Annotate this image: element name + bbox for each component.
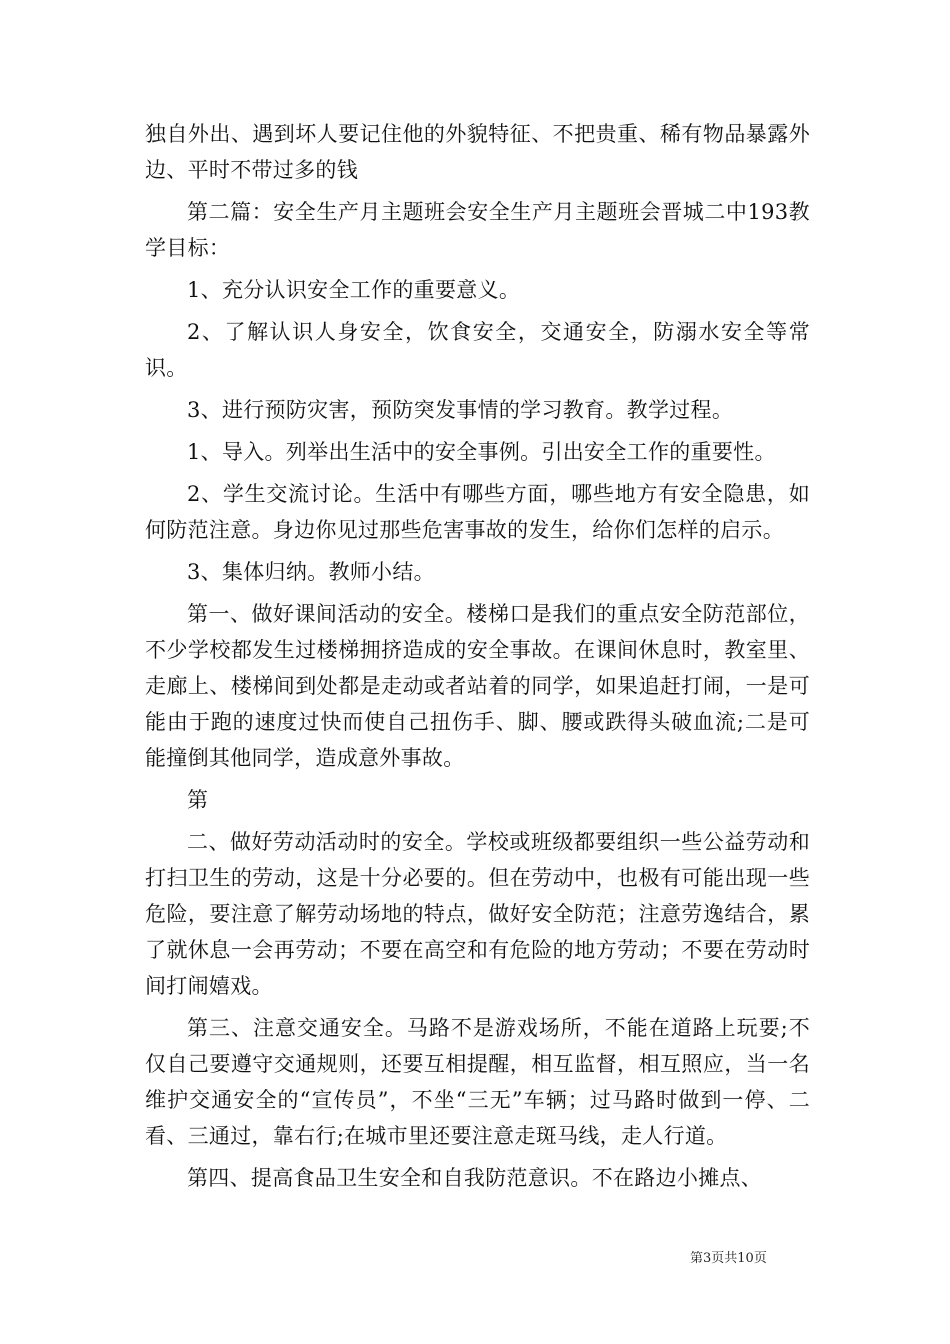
- paragraph-goal-1: 1、充分认识安全工作的重要意义。: [187, 278, 521, 302]
- paragraph-second: 二、做好劳动活动时的安全。学校或班级都要组织一些公益劳动和打扫卫生的劳动，这是十分必要的。但在劳动中，也极有可能出现一些危险，要注意了解劳动场地的特点，做好安全防范；注意劳逸结合，累了就休息一会再劳动；不要在高空和有危险的地方劳动；不要在劳动时间打闹嬉戏。: [145, 830, 810, 998]
- paragraph-fourth: 第四、提高食品卫生安全和自我防范意识。不在路边小摊点、: [187, 1166, 763, 1190]
- paragraph-process-2: 2、学生交流讨论。生活中有哪些方面，哪些地方有安全隐患，如何防范注意。身边你见过那些危害事故的发生，给你们怎样的启示。: [145, 482, 810, 542]
- paragraph-goal-2: 2、了解认识人身安全，饮食安全，交通安全，防溺水安全等常识。: [145, 320, 810, 380]
- paragraph-first: 第一、做好课间活动的安全。楼梯口是我们的重点安全防范部位，不少学校都发生过楼梯拥挤造成的安全事故。在课间休息时，教室里、走廊上、楼梯间到处都是走动或者站着的同学，如果追赶打闹，一是可能由于跑的速度过快而使自己扭伤手、脚、腰或跌得头破血流;二是可能撞倒其他同学，造成意外事故。: [145, 602, 810, 770]
- paragraph-third: 第三、注意交通安全。马路不是游戏场所，不能在道路上玩要;不仅自己要遵守交通规则，还要互相提醒，相互监督，相互照应，当一名维护交通安全的“宣传员”，不坐“三无”车辆；过马路时做到一停、二看、三通过，靠右行;在城市里还要注意走斑马线，走人行道。: [145, 1016, 810, 1148]
- paragraph-process-3: 3、集体归纳。教师小结。: [187, 560, 435, 584]
- paragraph-section-heading: 第二篇：安全生产月主题班会安全生产月主题班会晋城二中193教学目标：: [145, 200, 810, 260]
- paragraph-fragment: 第: [187, 788, 209, 812]
- paragraph-process-1: 1、导入。列举出生活中的安全事例。引出安全工作的重要性。: [187, 440, 776, 464]
- page-number-footer: 第3页共10页: [690, 1251, 767, 1266]
- paragraph-continuation: 独自外出、遇到坏人要记住他的外貌特征、不把贵重、稀有物品暴露外边、平时不带过多的钱: [145, 122, 810, 182]
- paragraph-goal-3: 3、进行预防灾害，预防突发事情的学习教育。教学过程。: [187, 398, 734, 422]
- document-body: [145, 116, 810, 1202]
